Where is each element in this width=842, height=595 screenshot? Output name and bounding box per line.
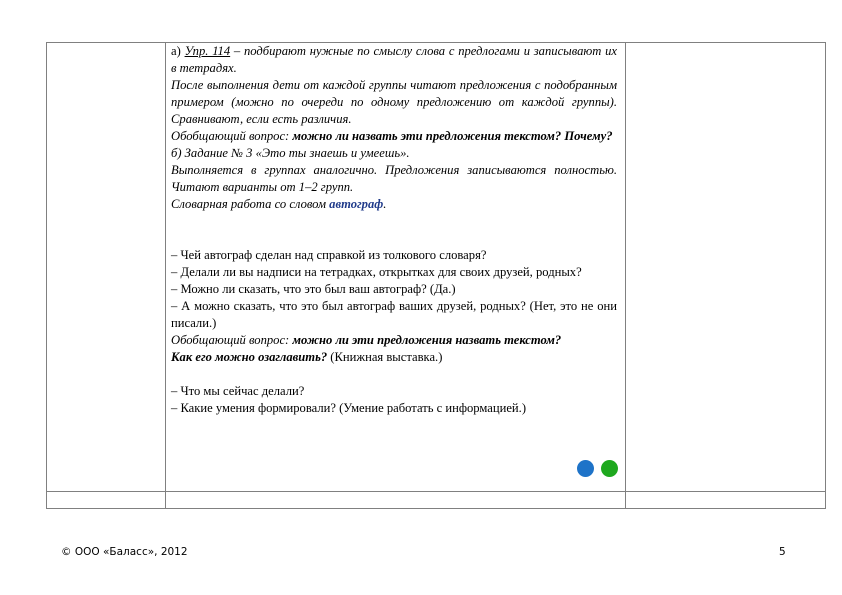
general-question-2-label: Обобщающий вопрос: <box>171 333 293 347</box>
lesson-content <box>171 43 617 417</box>
spacer <box>171 366 617 383</box>
general-question-2 <box>171 332 617 349</box>
general-question-1-text: можно ли назвать эти предложения текстом? Почему? <box>292 129 613 143</box>
blue-circle-icon <box>577 460 594 477</box>
table-divider-left <box>165 43 166 508</box>
dialogue-line-4: – А можно сказать, что это был автограф ваших друзей, родных? (Нет, это не они писали.) <box>171 299 617 330</box>
table-row-divider <box>47 491 825 492</box>
title-question-text: Как его можно озаглавить? <box>171 350 328 364</box>
task-a-text: – подбирают нужные по смыслу слова с предлогами и записывают их в тетрадях. <box>171 44 617 75</box>
task-a-exercise: Упр. 114 <box>184 44 231 58</box>
table-divider-right <box>625 43 626 508</box>
task-b: б) Задание № 3 «Это ты знаешь и умеешь». <box>171 146 410 160</box>
page-number: 5 <box>779 546 786 558</box>
vocabulary-word: автограф <box>329 197 384 211</box>
task-a-prefix: а) <box>171 44 185 58</box>
general-question-1 <box>171 128 617 145</box>
footer-copyright: © ООО «Баласс», 2012 <box>61 546 188 558</box>
title-question <box>171 349 617 366</box>
dialogue-line-5: – Что мы сейчас делали? <box>171 384 305 398</box>
spacer <box>171 213 617 247</box>
dialogue-line-6: – Какие умения формировали? (Умение работать с информацией.) <box>171 401 527 415</box>
task-a <box>171 43 617 77</box>
dialogue-line-3: – Можно ли сказать, что это был ваш автограф? (Да.) <box>171 282 456 296</box>
vocabulary-prefix: Словарная работа со словом <box>171 197 330 211</box>
task-b-description: Выполняется в группах аналогично. Предложения записываются полностью. Читают варианты от 1–2 групп. <box>171 163 617 194</box>
dialogue-line-1: – Чей автограф сделан над справкой из толкового словаря? <box>171 248 487 262</box>
vocabulary-suffix: . <box>383 197 387 211</box>
general-question-1-label: Обобщающий вопрос: <box>171 129 293 143</box>
title-question-answer: (Книжная выставка.) <box>327 350 443 364</box>
dialogue-line-2: – Делали ли вы надписи на тетрадках, открытках для своих друзей, родных? <box>171 265 582 279</box>
general-question-2-text: можно ли эти предложения назвать текстом? <box>292 333 562 347</box>
green-circle-icon <box>601 460 618 477</box>
task-a-followup: После выполнения дети от каждой группы читают предложения с подобранным примером (можно по очереди по одному предложению от каждой группы). Сравнивают, если есть различия. <box>171 78 617 126</box>
vocabulary-work <box>171 196 617 213</box>
